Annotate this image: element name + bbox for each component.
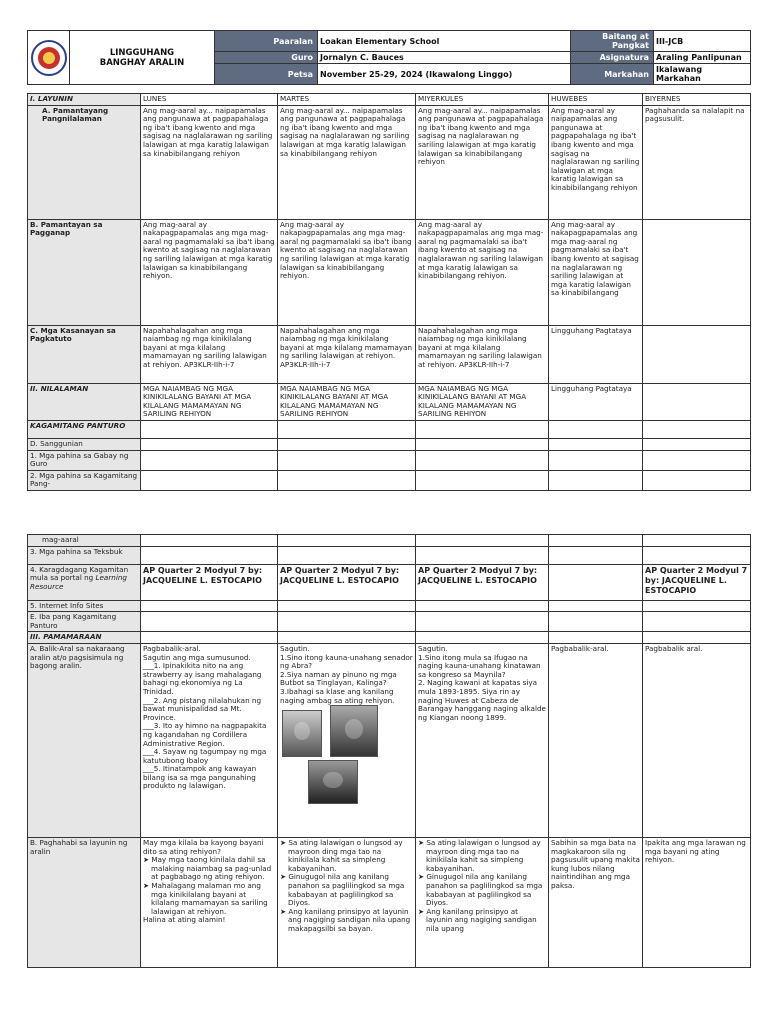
hero-photo-1 bbox=[282, 710, 322, 757]
quarter-value: Ikalawang Markahan bbox=[654, 64, 751, 85]
grade-section-value: III-JCB bbox=[654, 31, 751, 52]
cell-balik-aral-tue: Sagutin. 1.Sino itong kauna-unahang senador ng Abra? 2.Siya naman ay pinuno ng mga Butbot sa Tinglayan, Kalinga? 3.Ibahagi sa klase ang kanilang naging ambag sa ating rehiyon. bbox=[278, 643, 416, 837]
row-label-kagamitang-pang-mag-aaral: 2. Mga pahina sa Kagamitang Pang- bbox=[28, 470, 141, 490]
row-label-iba-pang-kagamitan: E. Iba pang Kagamitang Panturo bbox=[28, 612, 141, 632]
cell-karagdagan-thu bbox=[549, 564, 643, 600]
cell-karagdagan-fri: AP Quarter 2 Modyul 7 by: JACQUELINE L. ESTOCAPIO bbox=[643, 564, 751, 600]
bullet-item: ➤ Ang kanilang prinsipyo at layunin ang nagiging sandigan nila upang bbox=[418, 906, 537, 933]
subject-label: Asignatura bbox=[571, 52, 654, 64]
teacher-value: Jornalyn C. Bauces bbox=[318, 52, 571, 64]
bullet-item: ➤ Sa ating lalawigan o lungsod ay mayroon ding mga tao na kinikilala kahit sa simpleng kabayanihan. bbox=[418, 837, 541, 873]
row-label-pamantayang-pangnilalaman: A. Pamantayang Pangnilalaman bbox=[28, 105, 141, 219]
bullet-item: ➤ Ang kanilang prinsipyo at layunin ang nagiging sandigan nila upang makapagsilbi sa bayan. bbox=[280, 906, 411, 933]
school-label: Paaralan bbox=[215, 31, 318, 52]
row-label-kagamitang-panturo: KAGAMITANG PANTURO bbox=[28, 420, 141, 438]
document-title: LINGGUHANG BANGHAY ARALIN bbox=[70, 31, 215, 85]
cell-balik-aral-thu: Pagbabalik-aral. bbox=[549, 643, 643, 837]
row-label-balik-aral: A. Balik-Aral sa nakaraang aralin at/o pagsisimula ng bagong aralin. bbox=[28, 643, 141, 837]
row-label-pamamaraan: III. PAMAMARAAN bbox=[28, 632, 141, 644]
cell-paghahabi-thu: Sabihin sa mga bata na magkakaroon sila ng pagsusulit upang makita kung lubos nilang naintindihan ang mga paksa. bbox=[549, 837, 643, 967]
row-label-teksbuk: 3. Mga pahina sa Teksbuk bbox=[28, 546, 141, 564]
cell-a-fri: Paghahanda sa nalalapit na pagsusulit. bbox=[643, 105, 751, 219]
cell-nilalaman-fri bbox=[643, 383, 751, 420]
row-label-karagdagang-kagamitan: 4. Karagdagang Kagamitan mula sa portal ng Learning Resource bbox=[28, 564, 141, 600]
row-label-kasanayan-sa-pagkatuto: C. Mga Kasanayan sa Pagkatuto bbox=[28, 325, 141, 383]
dll-page-1 bbox=[27, 30, 750, 491]
dll-page-2 bbox=[27, 534, 750, 968]
cell-paghahabi-wed bbox=[416, 837, 549, 967]
cell-c-fri bbox=[643, 325, 751, 383]
row-label-nilalaman: II. NILALAMAN bbox=[28, 383, 141, 420]
deped-seal-cell bbox=[28, 31, 70, 85]
cell-nilalaman-thu: Lingguhang Pagtataya bbox=[549, 383, 643, 420]
deped-seal-icon bbox=[31, 40, 67, 76]
cell-balik-aral-mon: Pagbabalik-aral. Sagutin ang mga sumusunod. ___1. Ipinakikita nito na ang strawberry ay isang mahalagang bahagi ng ekonomiya ng La Trinidad. ___2. Ang pistang nilalahukan ng bawat munisipalidad sa Mt. Province. ___3. Ito ay himno na nagpapakita ng kagandahan ng Cordillera Administrative Region. ___4. Sayaw ng tagumpay ng mga katutubong Ibaloy ___5. Itinatampok ang kawayan bilang isa sa mga pangunahing produkto ng lalawigan. bbox=[141, 643, 278, 837]
cell-balik-aral-wed: Sagutin. 1.Sino itong mula sa Ifugao na naging kauna-unahang kinatawan sa kongreso sa Maynila? 2. Naging kawani at kapatas siya mula 1893-1895. Siya rin ay naging Huwes at Cabeza de Barangay hanggang naging alkalde ng Kiangan noong 1899. bbox=[416, 643, 549, 837]
cell-b-wed: Ang mag-aaral ay nakapagpapamalas ang mga mag-aaral ng pagmamalaki sa iba't ibang kwento at sagisag na naglalarawan ng sariling lalawigan at mga karatig lalawigan sa kinabibilangang rehiyon. bbox=[416, 219, 549, 325]
cell-balik-aral-fri: Pagbabalik aral. bbox=[643, 643, 751, 837]
cell-karagdagan-tue: AP Quarter 2 Modyul 7 by: JACQUELINE L. ESTOCAPIO bbox=[278, 564, 416, 600]
row-label-paghahabi: B. Paghahabi sa layunin ng aralin bbox=[28, 837, 141, 967]
bullet-item: ➤ Sa ating lalawigan o lungsod ay mayroon ding mga tao na kinikilala kahit sa simpleng kabayanihan. bbox=[280, 837, 403, 873]
bullet-item: ➤ May mga taong kinilala dahil sa malaking naiambag sa pag-unlad at pagbabago ng ating rehiyon. bbox=[143, 855, 272, 882]
date-label: Petsa bbox=[215, 64, 318, 85]
cell-c-wed: Napahahalagahan ang mga naiambag ng mga kinikilalang bayani at mga kilalang mamamayan ng sariling lalawigan at rehiyon. AP3KLR-IIh-i-7 bbox=[416, 325, 549, 383]
header-table bbox=[27, 30, 751, 85]
row-label-sanggunian: D. Sanggunian bbox=[28, 438, 141, 450]
day-header-fri: BIYERNES bbox=[643, 94, 751, 106]
cell-nilalaman-mon: MGA NAIAMBAG NG MGA KINIKILALANG BAYANI AT MGA KILALANG MAMAMAYAN NG SARILING REHIYON bbox=[141, 383, 278, 420]
teacher-label: Guro bbox=[215, 52, 318, 64]
cell-a-tue: Ang mag-aaral ay... naipapamalas ang pangunawa at pagpapahalaga ng iba't ibang kwento and mga sagisag na naglalarawan ng sariling lalawigan at mga karatig lalawigan sa kinabibilangang rehiyon bbox=[278, 105, 416, 219]
day-header-thu: HUWEBES bbox=[549, 94, 643, 106]
cell-nilalaman-tue: MGA NAIAMBAG NG MGA KINIKILALANG BAYANI AT MGA KILALANG MAMAMAYAN NG SARILING REHIYON bbox=[278, 383, 416, 420]
quarter-label: Markahan bbox=[571, 64, 654, 85]
cell-a-thu: Ang mag-aaral ay naipapamalas ang pangunawa at pagpapahalaga ng iba't ibang kwento and mga sagisag na naglalarawan ng sariling lalawigan at mga karatig lalawigan sa kinabibilangang rehiyon bbox=[549, 105, 643, 219]
subject-value: Araling Panlipunan bbox=[654, 52, 751, 64]
day-header-wed: MIYERKULES bbox=[416, 94, 549, 106]
cell-karagdagan-wed: AP Quarter 2 Modyul 7 by: JACQUELINE L. ESTOCAPIO bbox=[416, 564, 549, 600]
cell-b-tue: Ang mag-aaral ay nakapagpapamalas ang mga mag-aaral ng pagmamalaki sa iba't ibang kwento at sagisag na naglalarawan ng sariling lalawigan at mga karatig lalawigan sa kinabibilangang rehiyon. bbox=[278, 219, 416, 325]
cell-paghahabi-mon: May mga kilala ba kayong bayani dito sa ating rehiyon? ➤ May mga taong kinilala dahil sa malaking naiambag sa pag-unlad at pagbabago ng ating rehiyon. ➤ Mahalagang malaman mo ang mga kinikilalang bayani at kilalang mamamayan sa sariling lalawigan at rehiyon. Halina at ating alamin! bbox=[141, 837, 278, 967]
lesson-plan-table-1 bbox=[27, 93, 751, 491]
cell-b-mon: Ang mag-aaral ay nakapagpapamalas ang mga mag-aaral ng pagmamalaki sa iba't ibang kwento at sagisag na naglalarawan ng sariling lalawigan at mga karatig lalawigan sa kinabibilangang rehiyon. bbox=[141, 219, 278, 325]
cell-nilalaman-wed: MGA NAIAMBAG NG MGA KINIKILALANG BAYANI AT MGA KILALANG MAMAMAYAN NG SARILING REHIYON bbox=[416, 383, 549, 420]
grade-section-label: Baitang at Pangkat bbox=[571, 31, 654, 52]
day-header-mon: LUNES bbox=[141, 94, 278, 106]
cell-b-fri bbox=[643, 219, 751, 325]
cell-paghahabi-tue bbox=[278, 837, 416, 967]
row-label-gabay-ng-guro: 1. Mga pahina sa Gabay ng Guro bbox=[28, 450, 141, 470]
cell-a-mon: Ang mag-aaral ay... naipapamalas ang pangunawa at pagpapahalaga ng iba't ibang kwento and mga sagisag na naglalarawan ng sariling lalawigan at mga karatig lalawigan sa kinabibilangang rehiyon bbox=[141, 105, 278, 219]
cell-b-thu: Ang mag-aaral ay nakapagpapamalas ang mga mag-aaral ng pagmamalaki sa iba't ibang kwento at sagisag na naglalarawan ng sariling lalawigan at mga karatig lalawigan sa kinabibilangang bbox=[549, 219, 643, 325]
row-label-continued: mag-aaral bbox=[28, 535, 141, 547]
lesson-plan-table-2 bbox=[27, 534, 751, 968]
day-header-tue: MARTES bbox=[278, 94, 416, 106]
row-label-pamantayan-sa-pagganap: B. Pamantayan sa Pagganap bbox=[28, 219, 141, 325]
cell-karagdagan-mon: AP Quarter 2 Modyul 7 by: JACQUELINE L. ESTOCAPIO bbox=[141, 564, 278, 600]
bullet-item: ➤ Ginugugol nila ang kanilang panahon sa paglilingkod sa mga kababayan at paglilingkod sa Diyos. bbox=[280, 872, 405, 908]
bullet-item: ➤ Ginugugol nila ang kanilang panahon sa paglilingkod sa mga kababayan at paglilingkod sa Diyos. bbox=[418, 872, 543, 908]
cell-c-tue: Napahahalagahan ang mga naiambag ng mga kinikilalang bayani at mga kilalang mamamayan ng sariling lalawigan at rehiyon. AP3KLR-IIh-i-7 bbox=[278, 325, 416, 383]
bullet-item: ➤ Mahalagang malaman mo ang mga kinikilalang bayani at kilalang mamamayan sa sariling lalawigan at rehiyon. bbox=[143, 880, 268, 916]
layunin-heading: I. LAYUNIN bbox=[28, 94, 141, 106]
hero-photo-2 bbox=[330, 705, 378, 757]
school-value: Loakan Elementary School bbox=[318, 31, 571, 52]
cell-c-mon: Napahahalagahan ang mga naiambag ng mga kinikilalang bayani at mga kilalang mamamayan ng sariling lalawigan at rehiyon. AP3KLR-IIh-i-7 bbox=[141, 325, 278, 383]
hero-photo-3 bbox=[308, 760, 358, 804]
row-label-internet-info-sites: 5. Internet Info Sites bbox=[28, 600, 141, 612]
cell-paghahabi-fri: Ipakita ang mga larawan ng mga bayani ng ating rehiyon. bbox=[643, 837, 751, 967]
cell-c-thu: Lingguhang Pagtataya bbox=[549, 325, 643, 383]
date-value: November 25-29, 2024 (Ikawalong Linggo) bbox=[318, 64, 571, 85]
heroes-photos bbox=[280, 705, 413, 805]
cell-a-wed: Ang mag-aaral ay... naipapamalas ang pangunawa at pagpapahalaga ng iba't ibang kwento and mga sagisag na naglalarawan ng sariling lalawigan at mga karatig lalawigan sa kinabibilangang rehiyon bbox=[416, 105, 549, 219]
